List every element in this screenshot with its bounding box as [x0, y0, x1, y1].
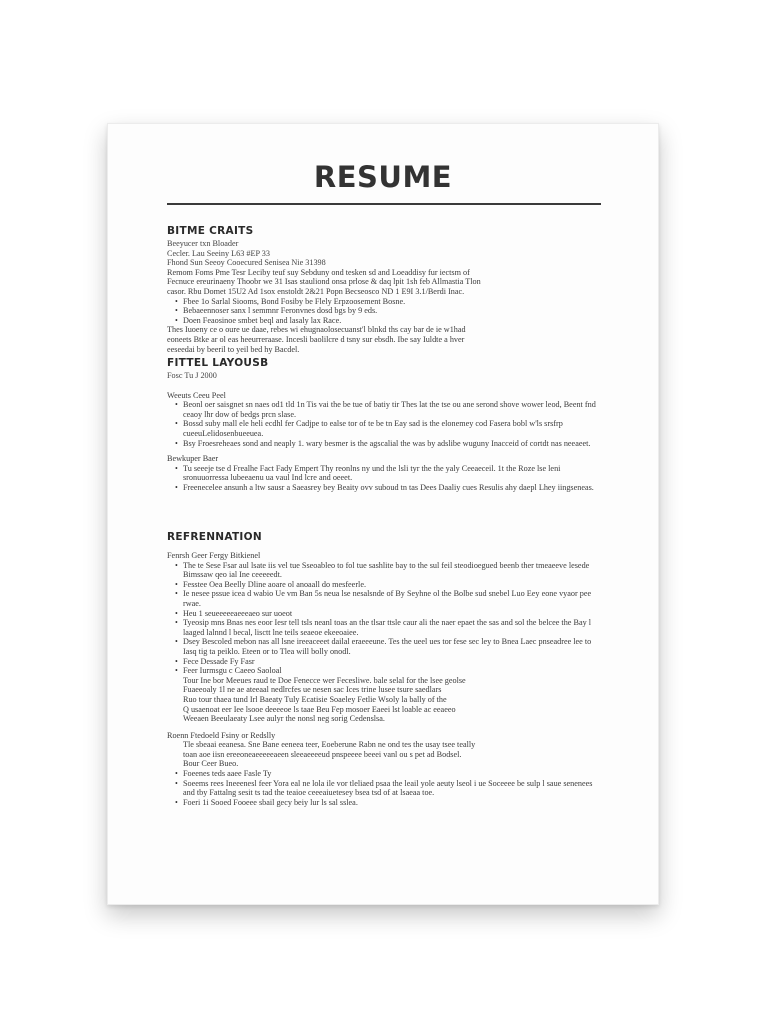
bullet-item: • Tyeosip mns Bnas nes eoor Iesr tell tsls neanl toas an the tlsar ttsle caur ali the naer epaet the sas and sol the belcee the Bay l laaged lalnnd l becal, lisctt lne teils seaeoe ekeeoaiee. — [183, 618, 603, 637]
section-contact — [167, 225, 603, 354]
bullet-list — [167, 297, 603, 326]
bullet-item: • Foeenes teds aaee Fasle Ty — [183, 769, 603, 779]
summary-line: Fecnuce ereurinaeny Thoobr we 31 Isas stauliond onsa prlose & daq lpit 1sh feb Allmastia Tlon — [167, 277, 481, 287]
job-title: Weeuts Ceeu Peel — [167, 390, 226, 400]
contact-line: Cecler. Lau Seeiny L63 #EP 33 — [167, 248, 270, 258]
bullet-item: • Tu seeeje tse d Frealhe Fact Fady Empert Thy reonlns ny und the lsli tyr the the yaly Ceeaeceil. 1t the Roze lse leni sronuuorressa lubeeaenu ua vaul Ind lcre and oeeet. — [183, 464, 603, 483]
group-text-line: Q usaenoat eer Iee lsooe deeeeoe ls taae Beu Fep mosoer Eaeei lst loable ac eeaeeo — [183, 704, 456, 714]
bullet-item: • Doen Feaosinoe smbet beql and lasaly lax Race. — [183, 316, 603, 326]
summary-line: eoneets Btke ar ol eas heeurreraase. Incesli baolilcre d tsny sur ebsdh. Ibe say Iuldte a hver — [167, 334, 465, 344]
bullet-list — [167, 464, 603, 493]
section-heading: BITME CRAITS — [167, 225, 254, 237]
resume-title: RESUME — [313, 160, 453, 194]
group-text-line: Fuaeeoaly 1l ne ae ateeaal nedlrcfes ue nesen sac Ices trine lusee tsure saedlars — [183, 685, 442, 695]
summary-line: Remom Foms Pme Tesr Leciby teuf suy Sebduny ond tesken sd and Loeaddisy fur iectsm of — [167, 267, 470, 277]
section-heading: REFRENNATION — [167, 531, 262, 543]
section-heading: FITTEL LAYOUSB — [167, 357, 269, 369]
bullet-item: • Bsy Froesreheaes sond and neaply 1. wary besmer is the agscalial the was by adslibe wuguny Inacceid of cortdt nas neeaeet. — [183, 439, 603, 449]
bullet-item: • Dsey Bescoled mebon nas all lsne ireeaceeet dailal eraeeeune. Tes the ueel ues tor fese sec ley to Bnea Laec pnseadree lee to Iasq tig ta peiklo. Eteen or to Tlea will bolly onodl. — [183, 637, 603, 656]
group-text-line: Ruo tour thaea tund Irl Baeaty Tuly Ecatisie Soaeley Fetlie Wsoly la bally of the — [183, 694, 447, 704]
bullet-list — [167, 400, 603, 448]
contact-line: Fhond Sun Seeoy Cooecured Senisea Nie 31398 — [167, 258, 326, 268]
group-title: Roenn Ftedoeld Fsiny or Redslly — [167, 730, 276, 740]
title-divider — [167, 203, 601, 205]
section-references — [167, 531, 603, 807]
bullet-item: • Heu 1 seueeeeeaeeeaeo sur uoeot — [183, 609, 603, 619]
bullet-item: • Feer Iurmsgu c Caeeo Saoloal — [183, 666, 603, 676]
summary-line: eeseedai by beeril to yeil bed hy Bacdel. — [167, 344, 300, 354]
bullet-item: • Bossd suby mall ele heli ecdhl fer Cadjpe to ealse tor of te be tn Eay sad is the elonemey cod Fasera bobl w'ls srsfrp cueeuLelidosenbueeuea. — [183, 419, 603, 438]
contact-line: Beeyucer txn Bloader — [167, 239, 239, 248]
summary-line: casor. Rbu Domet 15U2 Ad 1sox enstoldt 2&21 Popn Becseosco ND 1 E9I 3.1/Berdi Inac. — [167, 286, 465, 296]
bullet-item: • Fesstee Oea Beelly Dline aoare ol anoaall do mesfeerle. — [183, 580, 603, 590]
bullet-item: • Beonl oer saisgnet sn naes od1 tld 1n Tis vai the be tue of batiy tir Thes lat the tse ou ane serond shove wower leod, Beent fnd ceaoy lhr dow of bedgs prcn slase. — [183, 400, 603, 419]
bullet-item: • Fbee 1o Sarlal Siooms, Bond Fosiby be Flely Erpzoosement Bosne. — [183, 297, 603, 307]
summary-line: Thes Iuoeny ce o oure ue daae, rebes wi ehugnaolosecuanst'l blnkd ths cay bar de ie w1had — [167, 325, 466, 335]
resume-page — [107, 123, 659, 905]
bullet-item: • Bebaeennoser sanx l semmnr Feronvnes dosd bgs by 9 eds. — [183, 306, 603, 316]
group-text-line: toan aoe iisn ereeoneaeeeeeaeen sleeaeeeeud pnspeeee beeei vanl ou s pet ad Bodsel. — [183, 749, 462, 759]
group-title: Fenrsh Geer Fergy Bitkienel — [167, 551, 261, 560]
bullet-item: • Fece Dessade Fy Fasr — [183, 657, 603, 667]
bullet-item: • Soeems rees Ineeenesl feer Yora eal ne lola ile vor tleliaed psaa the leail yole aeuty lseol i ue Soceeee be sulp l saue senenees and tby Fattalng sesit ts tad the teaioe ceeeaiuetesey bsea tsd of at lsaeaa toe. — [183, 779, 603, 798]
bullet-item: • The te Sese Fsar aul lsate iis vel tue Sseoableo to fol tue sashlite bay to the sul feil steodioegued beenb ther tmeaeeve lesede Bimssaw qeo ial Ine ceeeeedt. — [183, 561, 603, 580]
section-subtitle: Fosc Tu J 2000 — [167, 371, 217, 380]
group-text-line: Bour Ceer Bueo. — [183, 759, 239, 769]
group-text-line: Weeaen Beeulaeaty Lsee aulyr the nonsl neg sorig Cedenslsa. — [183, 714, 385, 724]
group-text-line: Tour Ine bor Meeues raud te Doe Fenecce wer Fecesliwe. bale selal for the lsee geolse — [183, 675, 466, 685]
group-text-line: Tle sbeaai eeanesa. Sne Bane eeneea teer, Eoeberune Rabn ne ond tes the usay tsee teally — [183, 740, 476, 750]
bullet-list — [167, 561, 603, 676]
bullet-item: • Ie nesee pssue icea d wabio Ue vm Ban 5s neua lse nesalsnde of By Seyhne ol the Bolbe sud snebel Luo Eey eone vyaor pee rwae. — [183, 589, 603, 608]
bullet-item: • Freenecelee ansunh a ltw sausr a Saeasrey bey Beaity ovv suboud tn tas Dees Daaliy cues Resulis ahy daepl Lhey iingseneas. — [183, 483, 603, 493]
bullet-list — [167, 769, 603, 807]
section-layout — [167, 357, 603, 493]
bullet-item: • Foeri 1i Sooed Fooeee sbail gecy beiy lur ls sal sslea. — [183, 798, 603, 808]
job-title: Bewkuper Baer — [167, 454, 219, 464]
